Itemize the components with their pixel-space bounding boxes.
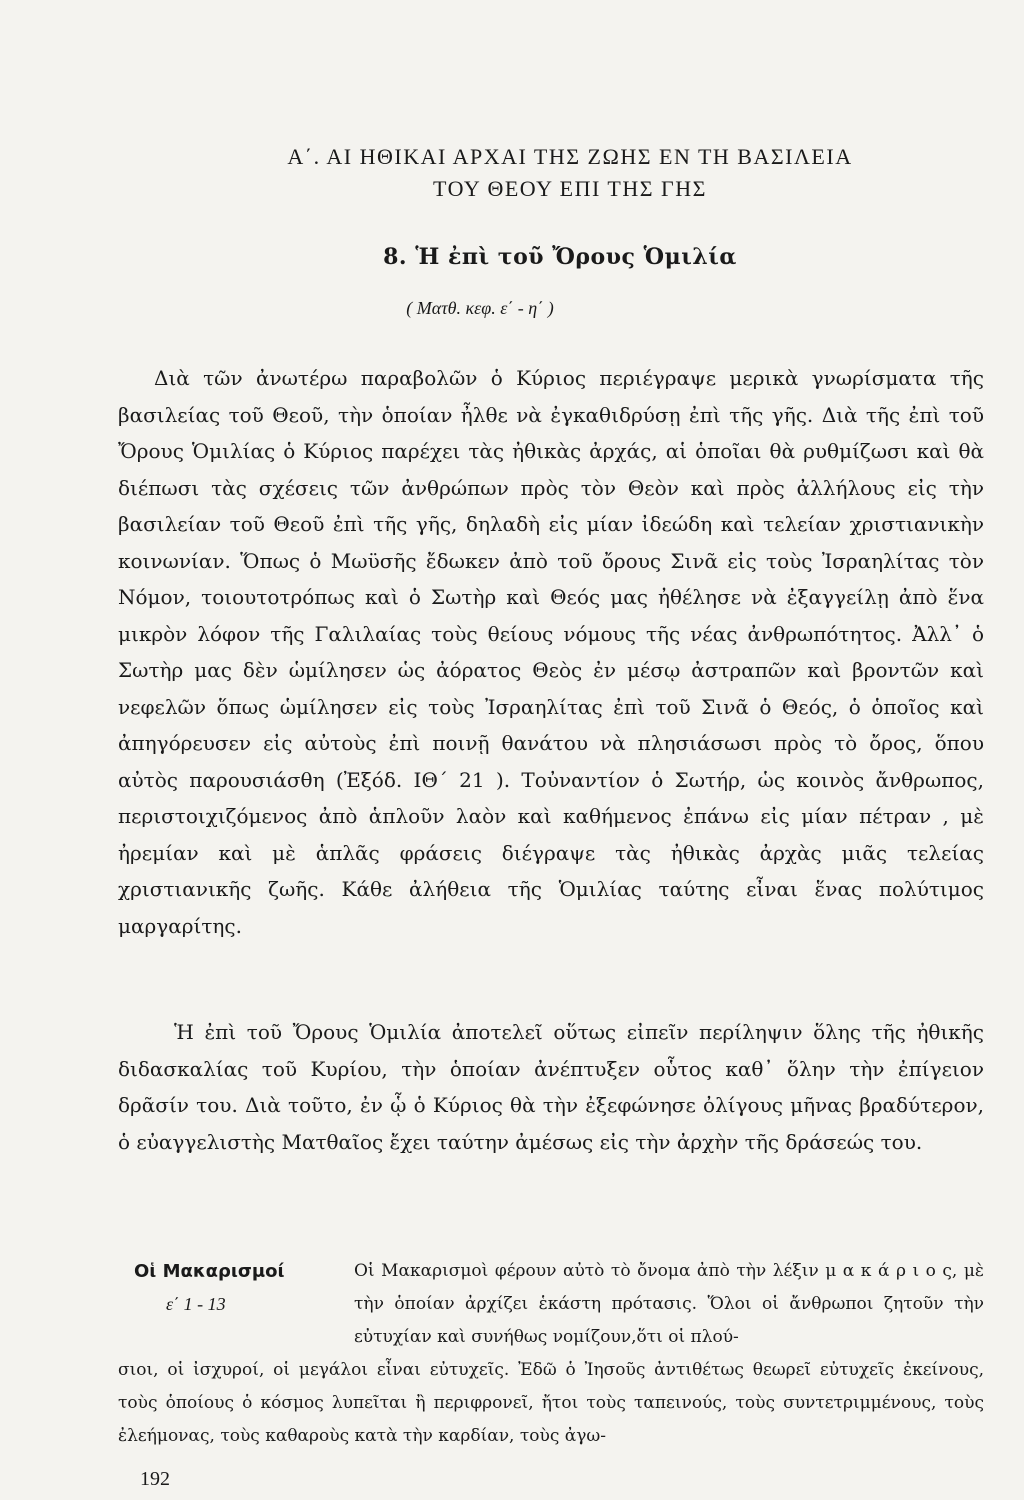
section-heading-line-2: ΤΟΥ ΘΕΟΥ ΕΠΙ ΤΗΣ ΓΗΣ xyxy=(433,176,707,201)
section-heading-line-1: Α΄. ΑΙ ΗΘΙΚΑΙ ΑΡΧΑΙ ΤΗΣ ΖΩΗΣ ΕΝ ΤΗ ΒΑΣΙΛΕΙΑ xyxy=(287,144,853,169)
subsection-text-rest: σιοι, οἱ ἰσχυροί, οἱ μεγάλοι εἶναι εὐτυχεῖς. Ἐδῶ ὁ Ἰησοῦς ἀντιθέτως θεωρεῖ εὐτυχεῖς ἐκείνους, τοὺς ὁποίους ὁ κόσμος λυπεῖται ἢ περιφρονεῖ, ἤτοι τοὺς ταπεινούς, τοὺς συντετριμμένους, τοὺς ἐλεήμονας, τοὺς καθαροὺς κατὰ τὴν καρδίαν, τοὺς ἀγω- xyxy=(118,1360,984,1446)
chapter-title: 8. Ἡ ἐπὶ τοῦ Ὄρους Ὁμιλία xyxy=(383,244,737,270)
subsection-text-first: Οἱ Μακαρισμοὶ φέρουν αὐτὸ τὸ ὄνομα ἀπὸ τὴν λέξιν μ α κ ά ρ ι ο ς, μὲ τὴν ὁποίαν ἀρχίζει ἑκάστη πρότασις. Ὅλοι οἱ ἄνθρωποι ζητοῦν τὴν εὐτυχίαν καὶ συνήθως νομίζουν,ὅτι οἱ πλού- xyxy=(354,1261,984,1347)
paragraph-2: Ἡ ἐπὶ τοῦ Ὄρους Ὁμιλία ἀποτελεῖ οὕτως εἰπεῖν περίληψιν ὅλης τῆς ἠθικῆς διδασκαλίας τοῦ Κυρίου, τὴν ὁποίαν ἀνέπτυξεν οὗτος καθ᾽ ὅλην τὴν ἐπίγειον δρᾶσίν του. Διὰ τοῦτο, ἐν ᾧ ὁ Κύριος θὰ τὴν ἐξεφώνησε ὀλίγους μῆνας βραδύτερον, ὁ εὐαγγελιστὴς Ματθαῖος ἔχει ταύτην ἀμέσως εἰς τὴν ἀρχὴν τῆς δράσεώς του. xyxy=(118,1020,984,1154)
subsection-reference: ε΄ 1 - 13 xyxy=(166,1294,226,1314)
subsection-title: Οἱ Μακαρισμοί xyxy=(134,1261,285,1282)
page-number: 192 xyxy=(140,1468,170,1490)
paragraph-1: Διὰ τῶν ἀνωτέρω παραβολῶν ὁ Κύριος περιέγραψε μερικὰ γνωρίσματα τῆς βασιλείας τοῦ Θεοῦ, τὴν ὁποίαν ἦλθε νὰ ἐγκαθιδρύσῃ ἐπὶ τῆς γῆς. Διὰ τῆς ἐπὶ τοῦ Ὄρους Ὁμιλίας ὁ Κύριος παρέχει τὰς ἠθικὰς ἀρχάς, αἱ ὁποῖαι θὰ ρυθμίζωσι καὶ θὰ διέπωσι τὰς σχέσεις τῶν ἀνθρώπων πρὸς τὸν Θεὸν καὶ πρὸς ἀλλήλους εἰς τὴν βασιλείαν τοῦ Θεοῦ ἐπὶ τῆς γῆς, δηλαδὴ εἰς μίαν ἰδεώδη καὶ τελείαν χριστιανικὴν κοινωνίαν. Ὅπως ὁ Μωϋσῆς ἔδωκεν ἀπὸ τοῦ ὄρους Σινᾶ εἰς τοὺς Ἰσραηλίτας τὸν Νόμον, τοιουτοτρόπως καὶ ὁ Σωτὴρ καὶ Θεός μας ἠθέλησε νὰ ἐξαγγείλῃ ἀπὸ ἕνα μικρὸν λόφον τῆς Γαλιλαίας τοὺς θείους νόμους τῆς νέας ἀνθρωπότητος. Ἀλλ᾽ ὁ Σωτὴρ μας δὲν ὡμίλησεν ὡς ἀόρατος Θεὸς ἐν μέσῳ ἀστραπῶν καὶ βροντῶν καὶ νεφελῶν ὅπως ὡμίλησεν εἰς τοὺς Ἰσραηλίτας ἐπὶ τοῦ Σινᾶ ὁ Θεός, ὁ ὁποῖος καὶ ἀπηγόρευσεν εἰς αὐτοὺς ἐπὶ ποινῇ θανάτου νὰ πλησιάσωσι πρὸς τὸ ὄρος, ὅπου αὐτὸς παρουσιάσθη (Ἐξόδ. ΙΘ΄ 21 ). Τοὐναντίον ὁ Σωτήρ, ὡς κοινὸς ἄνθρωπος, περιστοιχιζόμενος ἀπὸ ἁπλοῦν λαὸν καὶ καθήμενος ἐπάνω εἰς μίαν πέτραν , μὲ ἠρεμίαν καὶ μὲ ἁπλᾶς φράσεις διέγραψε τὰς ἠθικὰς ἀρχὰς μιᾶς τελείας χριστιανικῆς ζωῆς. Κάθε ἀλήθεια τῆς Ὁμιλίας ταύτης εἶναι ἕνας πολύτιμος μαργαρίτης. xyxy=(118,366,984,938)
subsection-label xyxy=(134,1255,344,1319)
chapter-reference: ( Ματθ. κεφ. ε΄ - η΄ ) xyxy=(406,298,554,318)
